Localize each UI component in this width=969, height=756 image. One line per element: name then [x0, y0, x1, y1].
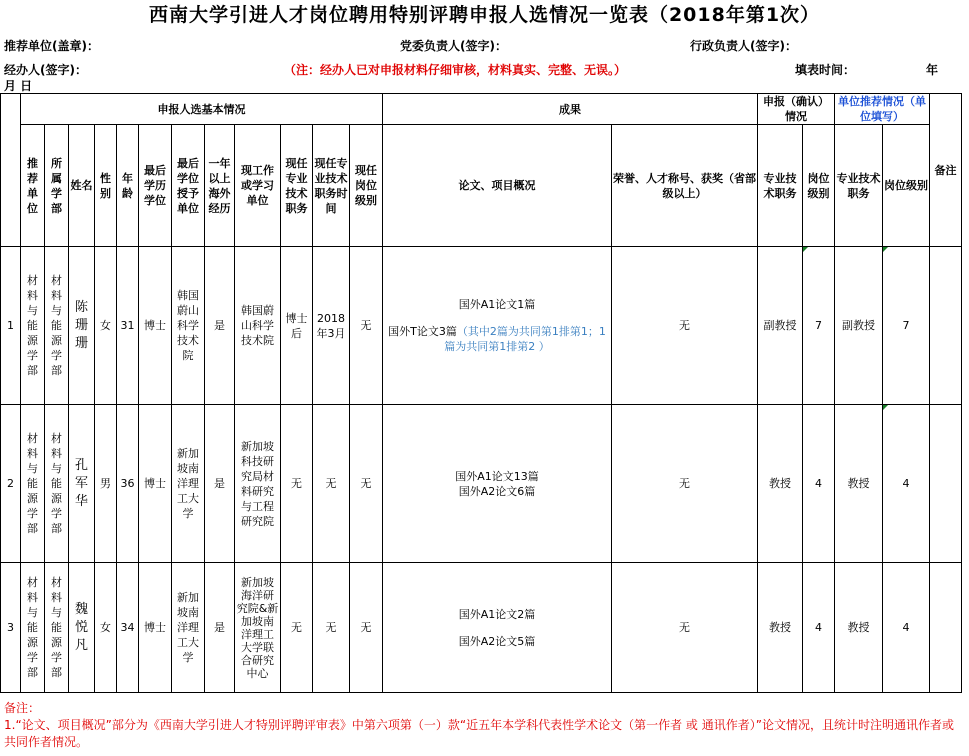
row-remark	[930, 247, 962, 405]
row-recommend-title: 教授	[835, 405, 883, 563]
footer-label: 备注：	[4, 701, 41, 715]
row-recommend-title: 副教授	[835, 247, 883, 405]
table-row	[1, 405, 962, 563]
month-day-label: 月 日	[4, 79, 33, 93]
row-honors: 无	[612, 405, 758, 563]
row-title-now: 博士后	[281, 247, 313, 405]
row-seq: 3	[1, 563, 21, 693]
row-recommend-level: 7	[883, 247, 930, 405]
row-age: 34	[117, 563, 139, 693]
col-honors: 荣誉、人才称号、获奖（省部级以上）	[612, 125, 758, 247]
recommend-unit-label: 推荐单位(盖章)：	[4, 39, 99, 53]
row-degree: 博士	[139, 247, 172, 405]
row-remark	[930, 563, 962, 693]
row-title-time: 2018年3月	[313, 247, 350, 405]
col-title-now: 现任专业技术职务	[281, 125, 313, 247]
row-papers	[383, 405, 612, 563]
fill-time-label: 填表时间：	[795, 63, 856, 77]
row-post-level: 无	[350, 247, 383, 405]
row-recommend-level: 4	[883, 405, 930, 563]
row-title-time: 无	[313, 405, 350, 563]
row-papers	[383, 247, 612, 405]
row-gender: 男	[95, 405, 117, 563]
row-seq: 2	[1, 405, 21, 563]
row-honors: 无	[612, 563, 758, 693]
col-gender: 性别	[95, 125, 117, 247]
admin-head-label: 行政负责人(签字)：	[690, 39, 797, 53]
paper-note: （其中2篇为共同第1排第1；1篇为共同第1排第2 ）	[444, 325, 606, 353]
row-declare-level: 4	[803, 563, 835, 693]
handler-label: 经办人(签字)：	[4, 63, 87, 77]
results-header: 成果	[383, 94, 758, 125]
applicant-table	[0, 93, 962, 693]
header-row-2	[1, 125, 962, 247]
row-dept: 材料与能源学部	[45, 247, 69, 405]
row-declare-title: 教授	[758, 563, 803, 693]
row-name: 陈珊珊	[69, 247, 95, 405]
paper-line: 国外A2论文5篇	[458, 634, 536, 648]
col-papers: 论文、项目概况	[383, 125, 612, 247]
row-gender: 女	[95, 247, 117, 405]
remark-header: 备注	[930, 94, 962, 247]
paper-line: 国外A1论文1篇	[458, 298, 536, 311]
row-overseas: 是	[205, 247, 235, 405]
row-rec-unit: 材料与能源学部	[21, 563, 45, 693]
row-post-level: 无	[350, 405, 383, 563]
col-dept: 所属学部	[45, 125, 69, 247]
col-declare-title: 专业技术职务	[758, 125, 803, 247]
paper-line: 国外T论文3篇	[388, 325, 457, 338]
col-recommend-title: 专业技术职务	[835, 125, 883, 247]
row-declare-title: 教授	[758, 405, 803, 563]
paper-line: 国外A1论文2篇	[458, 607, 536, 621]
col-rec-unit: 推荐单位	[21, 125, 45, 247]
row-name: 孔军华	[69, 405, 95, 563]
row-rec-unit: 材料与能源学部	[21, 247, 45, 405]
page-title: 西南大学引进人才岗位聘用特别评聘申报人选情况一览表（2018年第1次）	[148, 4, 821, 26]
row-remark	[930, 405, 962, 563]
paper-line: 国外A1论文13篇	[455, 469, 539, 483]
row-degree-unit: 新加坡南洋理工大学	[172, 405, 205, 563]
row-gender: 女	[95, 563, 117, 693]
row-rec-unit: 材料与能源学部	[21, 405, 45, 563]
row-overseas: 是	[205, 563, 235, 693]
declare-header: 申报（确认）情况	[758, 94, 835, 125]
basic-info-header: 申报人选基本情况	[21, 94, 383, 125]
col-post-level: 现任岗位级别	[350, 125, 383, 247]
table-row	[1, 563, 962, 693]
row-work-unit: 韩国蔚山科学技术院	[235, 247, 281, 405]
row-title-now: 无	[281, 405, 313, 563]
col-degree-unit: 最后学位授予单位	[172, 125, 205, 247]
row-degree-unit: 韩国蔚山科学技术院	[172, 247, 205, 405]
row-declare-title: 副教授	[758, 247, 803, 405]
row-honors: 无	[612, 247, 758, 405]
row-seq: 1	[1, 247, 21, 405]
col-work-unit: 现工作或学习单位	[235, 125, 281, 247]
col-overseas: 一年以上海外经历	[205, 125, 235, 247]
footer-notes	[4, 700, 964, 751]
col-declare-level: 岗位级别	[803, 125, 835, 247]
col-degree: 最后学历学位	[139, 125, 172, 247]
col-name: 姓名	[69, 125, 95, 247]
table-row	[1, 247, 962, 405]
notice-text: （注：经办人已对申报材料仔细审核，材料真实、完整、无误。）	[284, 63, 627, 77]
col-title-time: 现任专业技术职务时间	[313, 125, 350, 247]
row-post-level: 无	[350, 563, 383, 693]
row-age: 31	[117, 247, 139, 405]
year-label: 年	[926, 63, 939, 77]
row-title-time: 无	[313, 563, 350, 693]
footer-line: 1.“论文、项目概况”部分为《西南大学引进人才特别评聘评审表》中第六项第（一）款“近五年本学科代表性学术论文（第一作者 或 通讯作者）”论文情况，且统计时注明通讯作者或共同作者情况。	[4, 718, 954, 749]
col-age: 年龄	[117, 125, 139, 247]
row-title-now: 无	[281, 563, 313, 693]
row-overseas: 是	[205, 405, 235, 563]
row-work-unit: 新加坡海洋研究院&新加坡南洋理工大学联合研究中心	[235, 563, 281, 693]
row-recommend-level: 4	[883, 563, 930, 693]
row-age: 36	[117, 405, 139, 563]
row-papers	[383, 563, 612, 693]
row-degree-unit: 新加坡南洋理工大学	[172, 563, 205, 693]
party-head-label: 党委负责人(签字)：	[400, 39, 507, 53]
row-work-unit: 新加坡科技研究局材料研究与工程研究院	[235, 405, 281, 563]
col-recommend-level: 岗位级别	[883, 125, 930, 247]
row-recommend-title: 教授	[835, 563, 883, 693]
row-name: 魏悦凡	[69, 563, 95, 693]
paper-line: 国外A2论文6篇	[458, 484, 536, 498]
row-dept: 材料与能源学部	[45, 563, 69, 693]
row-declare-level: 4	[803, 405, 835, 563]
recommend-header: 单位推荐情况（单位填写）	[835, 94, 930, 125]
header-row-1	[1, 94, 962, 125]
row-degree: 博士	[139, 405, 172, 563]
row-dept: 材料与能源学部	[45, 405, 69, 563]
row-declare-level: 7	[803, 247, 835, 405]
row-degree: 博士	[139, 563, 172, 693]
